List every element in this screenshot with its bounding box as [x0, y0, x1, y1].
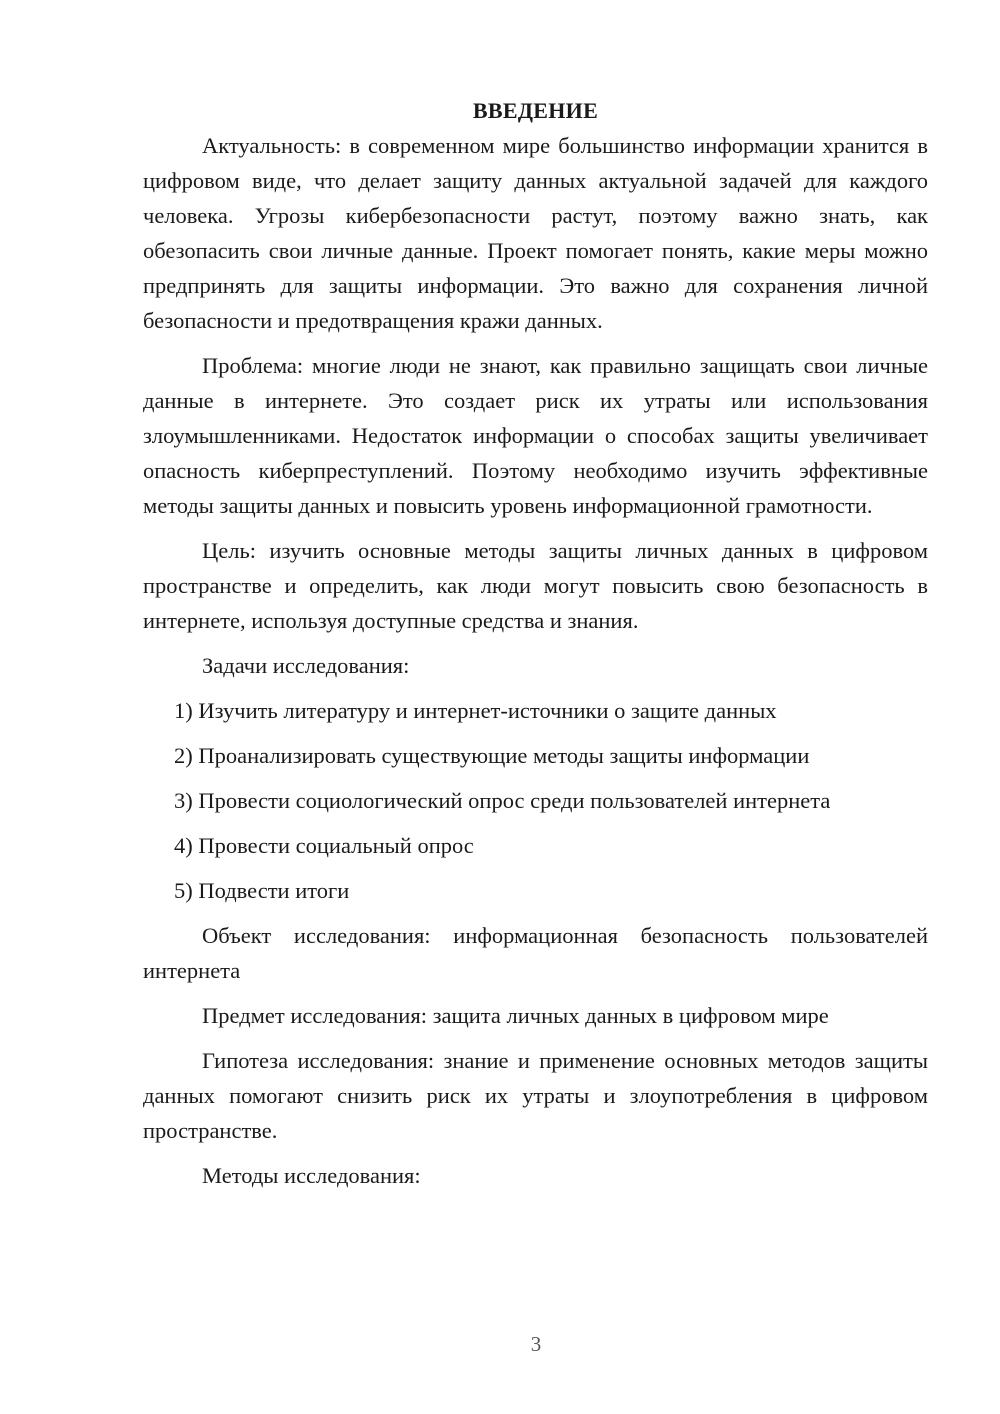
- tasks-heading: Задачи исследования:: [202, 653, 410, 678]
- task-item: 1) Изучить литературу и интернет-источники о защите данных: [174, 698, 777, 723]
- methods-heading: Методы исследования:: [202, 1163, 421, 1188]
- tasks-list: [143, 693, 928, 908]
- task-item: 5) Подвести итоги: [174, 878, 350, 903]
- page-number: 3: [530, 1332, 542, 1356]
- paragraph-object: Объект исследования: информационная безопасность пользователей интернета: [143, 923, 928, 983]
- paragraph-problem: Проблема: многие люди не знают, как правильно защищать свои личные данные в интернете. Это создает риск их утраты или использования злоумышленниками. Недостаток информации о способах защиты увеличивает опасность киберпреступлений. Поэтому необходимо изучить эффективные методы защиты данных и повысить уровень информационной грамотности.: [143, 353, 928, 518]
- task-item: 4) Провести социальный опрос: [174, 833, 474, 858]
- task-item: 2) Проанализировать существующие методы защиты информации: [174, 743, 810, 768]
- paragraph-relevance: Актуальность: в современном мире большинство информации хранится в цифровом виде, что делает защиту данных актуальной задачей для каждого человека. Угрозы кибербезопасности растут, поэтому важно знать, как обезопасить свои личные данные. Проект помогает понять, какие меры можно предпринять для защиты информации. Это важно для сохранения личной безопасности и предотвращения кражи данных.: [143, 133, 928, 333]
- task-item: 3) Провести социологический опрос среди пользователей интернета: [174, 788, 831, 813]
- paragraph-hypothesis: Гипотеза исследования: знание и применение основных методов защиты данных помогают снизить риск их утраты и злоупотребления в цифровом пространстве.: [143, 1048, 928, 1143]
- paragraph-goal: Цель: изучить основные методы защиты личных данных в цифровом пространстве и определить, как люди могут повысить свою безопасность в интернете, используя доступные средства и знания.: [143, 538, 928, 633]
- section-title: ВВЕДЕНИЕ: [472, 98, 599, 123]
- page-content: [143, 93, 928, 1203]
- paragraph-subject: Предмет исследования: защита личных данных в цифровом мире: [202, 1003, 829, 1028]
